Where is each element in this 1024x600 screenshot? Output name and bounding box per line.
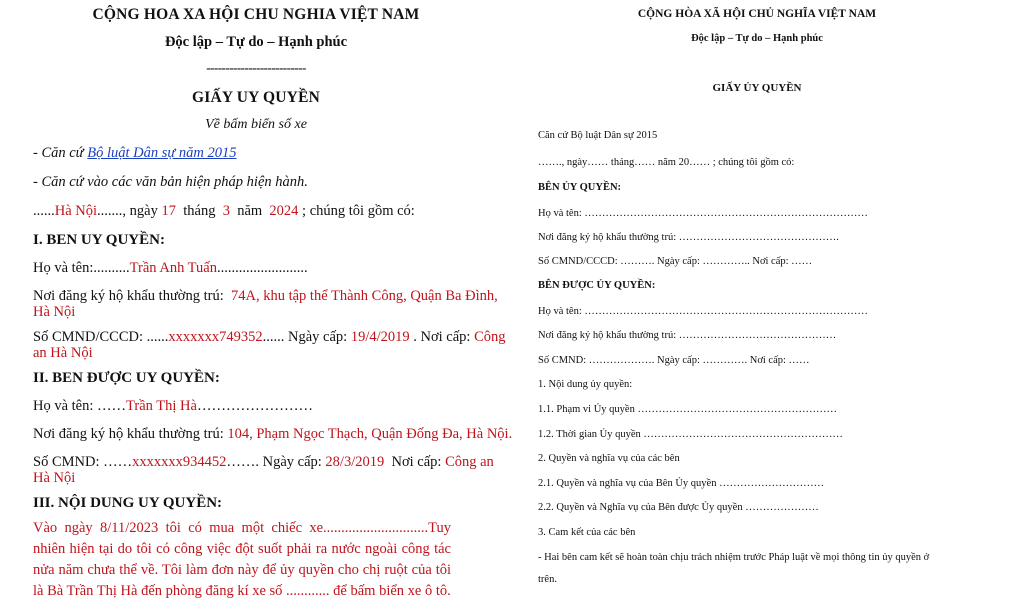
date-after-place: ......., ngày: [97, 203, 162, 219]
template-commitment-text: - Hai bên cam kết sẽ hoàn toàn chịu trách nhiệm trước Pháp luật về mọi thông tin ủy quyền ở: [538, 552, 930, 563]
template-date-line: ……., ngày…… tháng…… năm 20…… ; chúng tôi gồm có:: [538, 157, 795, 168]
template-agent-address: Nơi đăng ký hộ khẩu thường trú: ………………………………………: [538, 330, 837, 341]
template-commitment-heading: 3. Cam kết của các bên: [538, 527, 636, 538]
legal-basis-1: [33, 145, 237, 162]
agent-id-line: [33, 454, 494, 471]
legal-basis-2: - Căn cứ vào các văn bản hiện pháp hiện hành.: [33, 174, 308, 190]
section-agent-heading: II. BEN ĐƯỢC UY QUYỀN:: [33, 370, 220, 386]
blank-template-page: [512, 0, 1024, 600]
template-rights-heading: 2. Quyền và nghĩa vụ của các bên: [538, 453, 680, 464]
motto: Độc lập – Tự do – Hạnh phúc: [164, 34, 348, 50]
principal-id-date-label: ...... Ngày cấp:: [262, 329, 351, 345]
template-document-title: GIẤY ỦY QUYỀN: [712, 82, 802, 94]
principal-name-line: [33, 260, 308, 277]
template-scope-item: 1.1. Phạm vi Ủy quyền …………………………………………………: [538, 404, 837, 415]
principal-address: 74A, khu tập thể Thành Công, Quận Ba Đình,: [230, 288, 498, 304]
principal-id-place-cont: an Hà Nội: [33, 345, 93, 361]
date-month: 3: [222, 203, 230, 219]
agent-name-tail: ……………………: [196, 398, 313, 414]
template-agent-heading: BÊN ĐƯỢC ỦY QUYỀN:: [538, 280, 656, 291]
date-tail: ; chúng tôi gồm có:: [298, 203, 415, 219]
agent-id-date: 28/3/2019: [325, 454, 385, 470]
document-title: GIẤY UY QUYỀN: [191, 89, 321, 106]
civil-code-link[interactable]: Bộ luật Dân sự năm 2015: [87, 145, 237, 161]
agent-id-date-label: ……. Ngày cấp:: [226, 454, 326, 470]
template-commitment-text-cont: trên.: [538, 574, 557, 585]
template-agent-name: Họ và tên: ………………………………………………………………………: [538, 306, 868, 317]
principal-id-place-label: . Nơi cấp:: [409, 329, 475, 345]
template-principal-heading: BÊN ỦY QUYỀN:: [538, 182, 622, 193]
agent-name-line: [33, 398, 313, 415]
principal-id-label: Số CMND/CCCD: ......: [33, 329, 169, 345]
date-line: [33, 203, 415, 220]
principal-id-line: [33, 329, 506, 346]
date-day: 17: [161, 203, 176, 219]
principal-address-label: Nơi đăng ký hộ khẩu thường trú:: [33, 288, 231, 304]
agent-id-place-cont: Hà Nội: [33, 470, 76, 486]
template-motto: Độc lập – Tự do – Hạnh phúc: [691, 33, 823, 44]
date-lead: ......: [33, 203, 55, 219]
agent-address-label: Nơi đăng ký hộ khẩu thường trú:: [33, 426, 228, 442]
authorization-content: Vào ngày 8/11/2023 tôi có mua một chiếc xe.............................Tuy nhiên hiện tại do tôi có công việc đột suốt phải ra nước ngoài công tác nửa năm chưa thể về. Tôi làm đơn này để ủy quyền cho chị ruột của tôi là Bà Trần Thị Hà đến phòng đăng kí xe số ............ để bấm biển xe ô tô.: [33, 520, 451, 599]
template-principal-name: Họ và tên: ………………………………………………………………………: [538, 208, 868, 219]
principal-name: Trần Anh Tuấn: [129, 260, 217, 276]
section-principal-heading: I. BEN UY QUYỀN:: [33, 232, 165, 248]
divider: --------------------------: [206, 60, 306, 75]
agent-id-place: Công an: [445, 454, 494, 470]
template-principal-id: Số CMND/CCCD: ………. Ngày cấp: ………….. Nơi cấp: ……: [538, 256, 813, 267]
principal-id-date: 19/4/2019: [350, 329, 410, 345]
agent-address: 104, Phạm Ngọc Thạch, Quận Đống Đa, Hà Nội.: [227, 426, 512, 442]
principal-name-tail: .........................: [216, 260, 308, 276]
date-month-label: tháng: [175, 203, 223, 219]
template-legal-basis: Căn cứ Bộ luật Dân sự 2015: [538, 130, 658, 141]
section-content-heading: III. NỘI DUNG UY QUYỀN:: [33, 495, 223, 511]
date-year: 2024: [269, 203, 299, 219]
template-agent-id: Số CMND: ………………. Ngày cấp: …………. Nơi cấp: ……: [538, 355, 810, 366]
agent-id-label: Số CMND: ……: [33, 454, 133, 470]
agent-name-label: Họ và tên: ……: [33, 398, 127, 414]
template-duration-item: 1.2. Thời gian Ủy quyền …………………………………………………: [538, 429, 843, 440]
agent-address-line: [33, 426, 512, 443]
agent-name: Trần Thị Hà: [126, 398, 197, 414]
document-subtitle: Về bấm biển số xe: [205, 117, 307, 132]
template-principal-address: Nơi đăng ký hộ khẩu thường trú: ……………………………………….: [538, 232, 839, 243]
date-year-label: năm: [229, 203, 270, 219]
template-national-title: CỘNG HÒA XÃ HỘI CHỦ NGHĨA VIỆT NAM: [637, 8, 877, 20]
agent-id-number: xxxxxxx934452: [132, 454, 227, 470]
principal-address-line: [33, 288, 498, 305]
principal-address-cont: Hà Nội: [33, 304, 76, 320]
template-content-heading: 1. Nội dung ủy quyền:: [538, 379, 633, 390]
agent-id-place-label: Nơi cấp:: [384, 454, 446, 470]
template-agent-rights: 2.2. Quyền và Nghĩa vụ của Bên được Ủy quyền …………………: [538, 502, 819, 513]
principal-name-label: Họ và tên:..........: [33, 260, 130, 276]
national-title: CỘNG HOA XA HỘI CHU NGHIA VIỆT NAM: [92, 6, 420, 23]
legal-basis-prefix: - Căn cứ: [33, 145, 88, 161]
template-principal-rights: 2.1. Quyền và nghĩa vụ của Bên Ủy quyền …………………………: [538, 478, 825, 489]
principal-id-place: Công: [474, 329, 506, 345]
date-place: Hà Nội: [54, 203, 98, 219]
principal-id-number: xxxxxxx749352: [168, 329, 263, 345]
